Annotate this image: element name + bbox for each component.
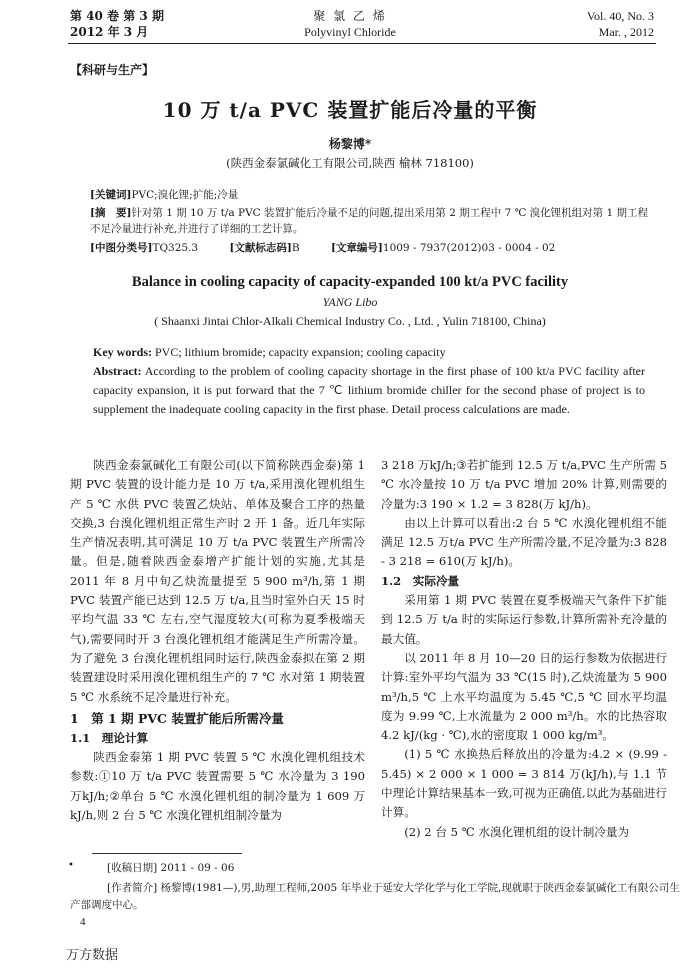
journal-volume: 第 40 卷 第 3 期: [70, 9, 164, 23]
date-en: Mar. , 2012: [598, 25, 654, 39]
abstract-cn-label: [摘 要]: [90, 207, 132, 219]
keywords-cn-text: PVC;溴化锂;扩能;冷量: [131, 189, 239, 201]
author-en: YANG Libo: [322, 295, 378, 309]
abstract-en-label: Abstract:: [93, 364, 142, 378]
journal-date: 2012 年 3 月: [70, 25, 149, 39]
footnote-bullet: •: [68, 860, 74, 871]
body-column-right: [381, 456, 667, 842]
footnote-rule: [92, 853, 242, 854]
keywords-en-text: PVC; lithium bromide; capacity expansion; cooling capacity: [152, 345, 446, 359]
subsection-heading-1-2: 1.2 实际冷量: [381, 573, 460, 588]
intro-paragraph: 陕西金泰氯碱化工有限公司(以下简称陕西金泰)第 1 期 PVC 装置的设计能力是 10 万 t/a,采用溴化锂机组生产 5 ℃ 水供 PVC 装置乙炔站、单体及聚合工序的热量交换,3 台溴化锂机组正常生产时 2 开 1 备。近几年实际生产情况表明,其可满足 10 万 t/a PVC 装置生产所需冷量。但是,随着陕西金泰增产扩能计划的实施,尤其是 2011 年 8 月中旬乙炔流量提至 5 900 m³/h,第 1 期 PVC 装置产能已达到 12.5 万 t/a,且当时室外白天 15 时平均气温 33 ℃ 左右,空气湿度较大(可称为夏季极端天气),需要同时开 3 台溴化锂机组才能满足生产所需冷量。为了避免 3 台溴化锂机组同时运行,陕西金泰拟在第 2 期装置建设时采用溴化锂机组生产的 7 ℃ 水对第 1 期装置 5 ℃ 水系统不足冷量进行补充。: [70, 458, 365, 704]
affiliation-en: ( Shaanxi Jintai Chlor-Alkali Chemical Industry Co. , Ltd. , Yulin 718100, China): [154, 314, 546, 328]
paragraph-parameters: 以 2011 年 8 月 10—20 日的运行参数为依据进行计算:室外平均气温为 33 ℃(15 时),乙炔流量为 5 900 m³/h,5 ℃ 上水平均温度为 5.45 ℃,5 ℃ 回水平均温度为 9.99 ℃,上水流量为 2 000 m³/h。水的比热容取 4.2 kJ/(kg · ℃),水的密度取 1 000 kg/m³。: [381, 650, 667, 743]
abstract-cn-text: 针对第 1 期 10 万 t/a PVC 装置扩能后冷量不足的问题,提出采用第 2 期工程中 7 ℃ 溴化锂机组对第 1 期工程不足冷量进行补充,并进行了详细的工艺计算。: [90, 207, 649, 235]
abstract-en: [93, 362, 645, 419]
paragraph-shortfall: 由以上计算可以看出:2 台 5 ℃ 水溴化锂机组不能满足 12.5 万t/a PVC 生产所需冷量,不足冷量为:3 828 - 3 218 = 610(万 kJ/h)。: [381, 515, 667, 569]
article-title-cn: 10 万 t/a PVC 装置扩能后冷量的平衡: [162, 98, 538, 122]
doc-code-value: B: [291, 242, 300, 254]
classification-line: [90, 240, 650, 256]
running-header-right: [587, 8, 654, 40]
watermark: 万方数据: [66, 948, 119, 963]
footnote-author-bio: [作者简介] 杨黎博(1981—),男,助理工程师,2005 年毕业于延安大学化学与化工学院,现就职于陕西金泰氯碱化工有限公司生产部调度中心。: [70, 882, 680, 911]
keywords-cn: [90, 187, 650, 203]
section-tag: 【科研与生产】: [70, 63, 155, 77]
clc-label: [中图分类号]: [90, 242, 153, 254]
journal-name-en: Polyvinyl Chloride: [304, 25, 396, 39]
abstract-cn: [90, 205, 650, 237]
volume-en: Vol. 40, No. 3: [586, 9, 654, 23]
section-heading-1: 1 第 1 期 PVC 装置扩能后所需冷量: [70, 710, 284, 726]
author-cn: 杨黎博*: [328, 137, 372, 151]
paragraph-actual-intro: 采用第 1 期 PVC 装置在夏季极端天气条件下扩能到 12.5 万 t/a 时的实际运行参数,计算所需补充冷量的最大值。: [381, 593, 667, 646]
clc-value: TQ325.3: [152, 242, 199, 254]
paragraph-1-1: 陕西金泰第 1 期 PVC 装置 5 ℃ 水溴化锂机组技术参数:①10 万 t/a PVC 装置需要 5 ℃ 水冷量为 3 190 万kJ/h;②单台 5 ℃ 水溴化锂机组的制冷量为 1 609 万 kJ/h,则 2 台 5 ℃ 水溴化锂机组制冷量为: [70, 750, 365, 823]
paragraph-calc-2: (2) 2 台 5 ℃ 水溴化锂机组的设计制冷量为: [404, 824, 630, 839]
article-title-en: Balance in cooling capacity of capacity-expanded 100 kt/a PVC facility: [131, 274, 569, 290]
paragraph-calc-1: (1) 5 ℃ 水换热后释放出的冷量为:4.2 × (9.99 - 5.45) × 2 000 × 1 000 = 3 814 万(kJ/h),与 1.1 节中理论计算结果基本一致,可视为正确值,以此为基础进行计算。: [381, 747, 667, 820]
running-header-center: [250, 8, 450, 40]
subsection-heading-1-1: 1.1 理论计算: [70, 730, 149, 745]
header-rule: [68, 43, 656, 44]
article-id-label: [文章编号]: [330, 242, 383, 254]
paragraph-continued: 3 218 万kJ/h;③若扩能到 12.5 万 t/a,PVC 生产所需 5 ℃ 水冷量按 10 万 t/a PVC 增加 20% 计算,则需要的冷量为:3 190 × 1.2 = 3 828(万 kJ/h)。: [381, 458, 667, 511]
article-id-value: 1009 - 7937(2012)03 - 0004 - 02: [382, 242, 556, 254]
journal-name-cn: 聚 氯 乙 烯: [313, 9, 387, 23]
page-number: 4: [80, 916, 86, 928]
keywords-en: [93, 343, 645, 362]
doc-code-label: [文献标志码]: [229, 242, 292, 254]
affiliation-cn: (陕西金泰氯碱化工有限公司,陕西 榆林 718100): [226, 156, 474, 170]
keywords-cn-label: [关键词]: [90, 189, 132, 201]
abstract-en-text: According to the problem of cooling capacity shortage in the first phase of 100 kt/a PVC facility after capacity expansion, it is put forward that the 7 ℃ lithium bromide chiller for the second phase of project is to supplement the inadequate cooling capacity in the first phase. Detail process calculations are made.: [93, 364, 645, 416]
keywords-en-label: Key words:: [93, 345, 152, 359]
body-column-left: [70, 456, 365, 825]
running-header-left: [70, 8, 164, 40]
footnote-received: [收稿日期] 2011 - 09 - 06: [107, 862, 235, 874]
